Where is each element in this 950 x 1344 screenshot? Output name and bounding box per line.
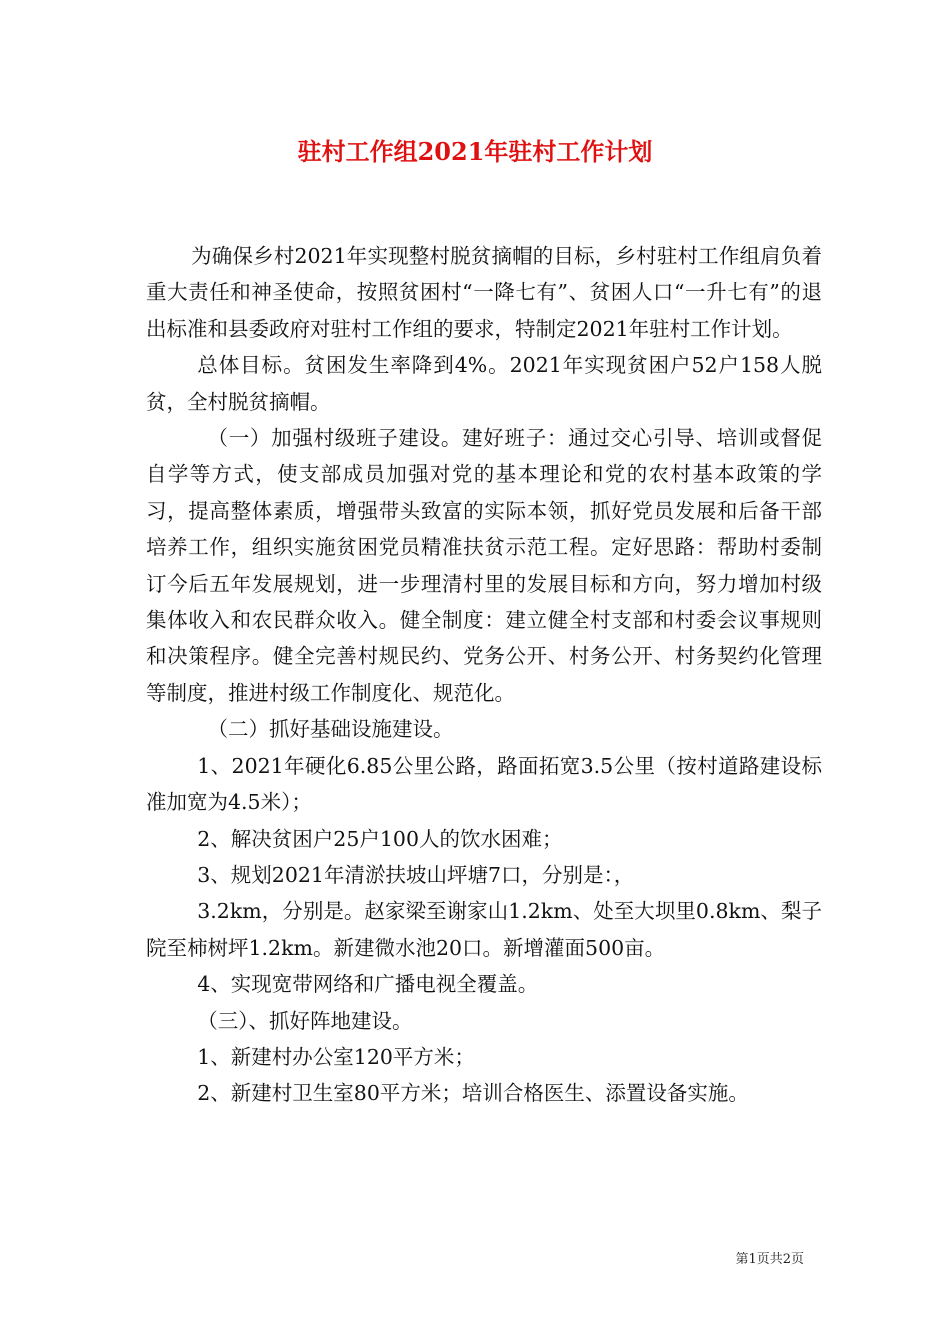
- paragraph-section-1: （一）加强村级班子建设。建好班子：通过交心引导、培训或督促自学等方式，使支部成员加强对党的基本理论和党的农村基本政策的学习，提高整体素质，增强带头致富的实际本领，抓好党员发展和后备干部培养工作，组织实施贫困党员精准扶贫示范工程。定好思路：帮助村委制订今后五年发展规划，进一步理清村里的发展目标和方向，努力增加村级集体收入和农民群众收入。健全制度：建立健全村支部和村委会议事规则和决策程序。健全完善村规民约、党务公开、村务公开、村务契约化管理等制度，推进村级工作制度化、规范化。: [146, 426, 822, 705]
- page-number: 第1页共2页: [735, 1252, 804, 1267]
- paragraph-item-office: 1、新建村办公室120平方米；: [197, 1044, 475, 1069]
- paragraph-intro: 为确保乡村2021年实现整村脱贫摘帽的目标，乡村驻村工作组肩负着重大责任和神圣使命，按照贫困村“一降七有”、贫困人口“一升七有”的退出标准和县委政府对驻村工作组的要求，特制定2021年驻村工作计划。: [146, 244, 822, 341]
- paragraph-item-broadband: 4、实现宽带网络和广播电视全覆盖。: [197, 972, 539, 997]
- document-body: [146, 238, 822, 1112]
- paragraph-item-clinic: 2、新建村卫生室80平方米；培训合格医生、添置设备实施。: [197, 1081, 749, 1106]
- document-title: 驻村工作组2021年驻村工作计划: [297, 137, 653, 166]
- paragraph-item-canals: 3.2km，分别是。赵家梁至谢家山1.2km、处至大坝里0.8km、梨子院至柿树坪1.2km。新建微水池20口。新增灌面500亩。: [146, 899, 822, 960]
- paragraph-item-water: 2、解决贫困户25户100人的饮水困难；: [197, 826, 563, 851]
- paragraph-item-ponds: 3、规划2021年清淤扶坡山坪塘7口，分别是：，: [197, 862, 635, 887]
- paragraph-section-2-heading: （二）抓好基础设施建设。: [207, 717, 454, 742]
- paragraph-overall-goal: 总体目标。贫困发生率降到4%。2021年实现贫困户52户158人脱贫，全村脱贫摘帽。: [146, 353, 822, 414]
- paragraph-item-road: 1、2021年硬化6.85公里公路，路面拓宽3.5公里（按村道路建设标准加宽为4.5米）；: [146, 753, 822, 815]
- paragraph-section-3-heading: （三）、抓好阵地建设。: [197, 1008, 413, 1033]
